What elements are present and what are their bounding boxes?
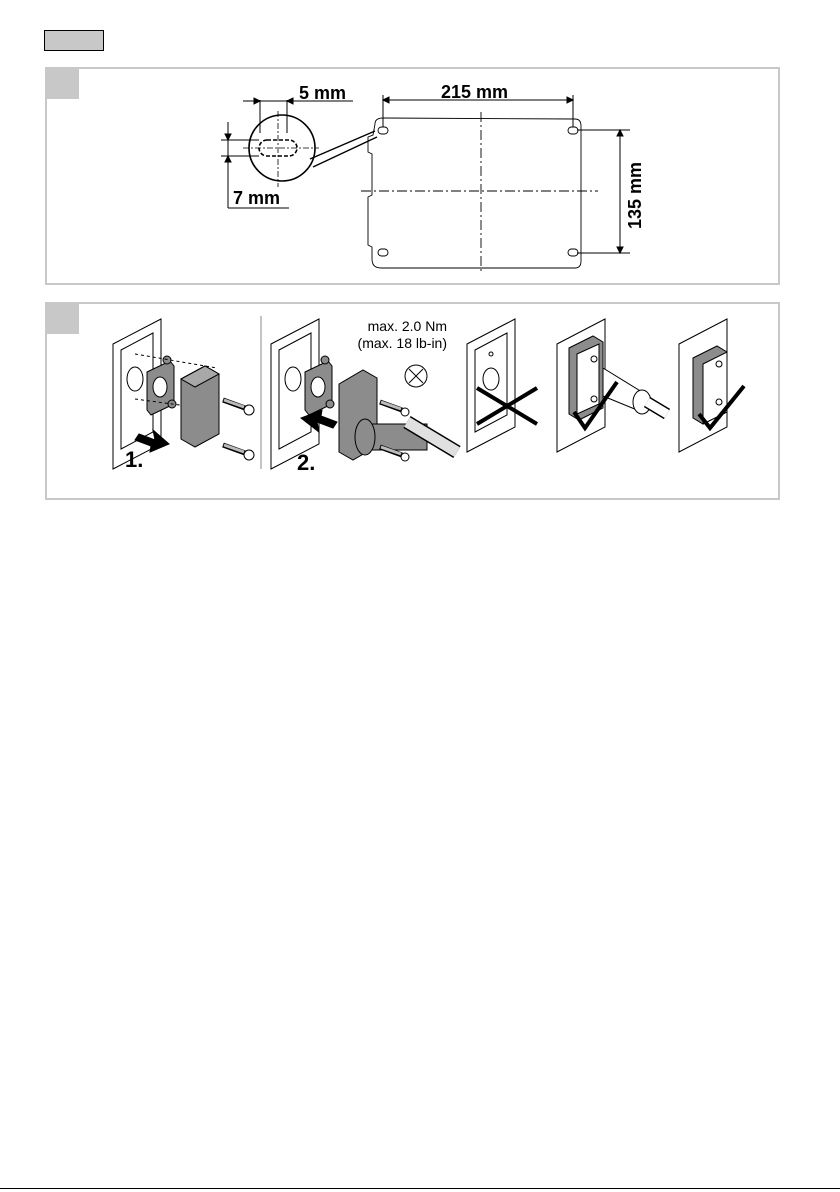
label-215mm: 215 mm	[441, 82, 509, 102]
page-bottom-rule	[0, 1188, 840, 1189]
wrong-mounting-illustration	[467, 319, 537, 452]
screw-icon	[223, 400, 254, 415]
slot-detail	[243, 111, 377, 187]
panel-mounting-dimensions	[45, 67, 780, 285]
screw-head-icon	[405, 365, 427, 387]
panel-installation-steps	[45, 302, 780, 500]
page-tab	[44, 30, 104, 51]
screw-icon	[223, 445, 254, 460]
correct-mounting-with-cover	[679, 319, 744, 452]
dim-135mm	[577, 130, 630, 253]
label-7mm: 7 mm	[233, 188, 281, 208]
enclosure-outline	[361, 112, 598, 273]
dim-5mm	[243, 98, 353, 133]
screw-icon	[380, 402, 409, 416]
mounting-diagram	[47, 69, 782, 287]
label-5mm: 5 mm	[299, 83, 347, 103]
torque-line1: max. 2.0 Nm	[367, 318, 447, 334]
label-135mm: 135 mm	[625, 161, 645, 229]
step1-label: 1.	[125, 447, 144, 472]
step2-label: 2.	[297, 450, 316, 475]
installation-diagram	[47, 304, 782, 502]
torque-line2: (max. 18 lb-in)	[357, 335, 447, 351]
correct-mounting-with-cable	[557, 319, 667, 452]
